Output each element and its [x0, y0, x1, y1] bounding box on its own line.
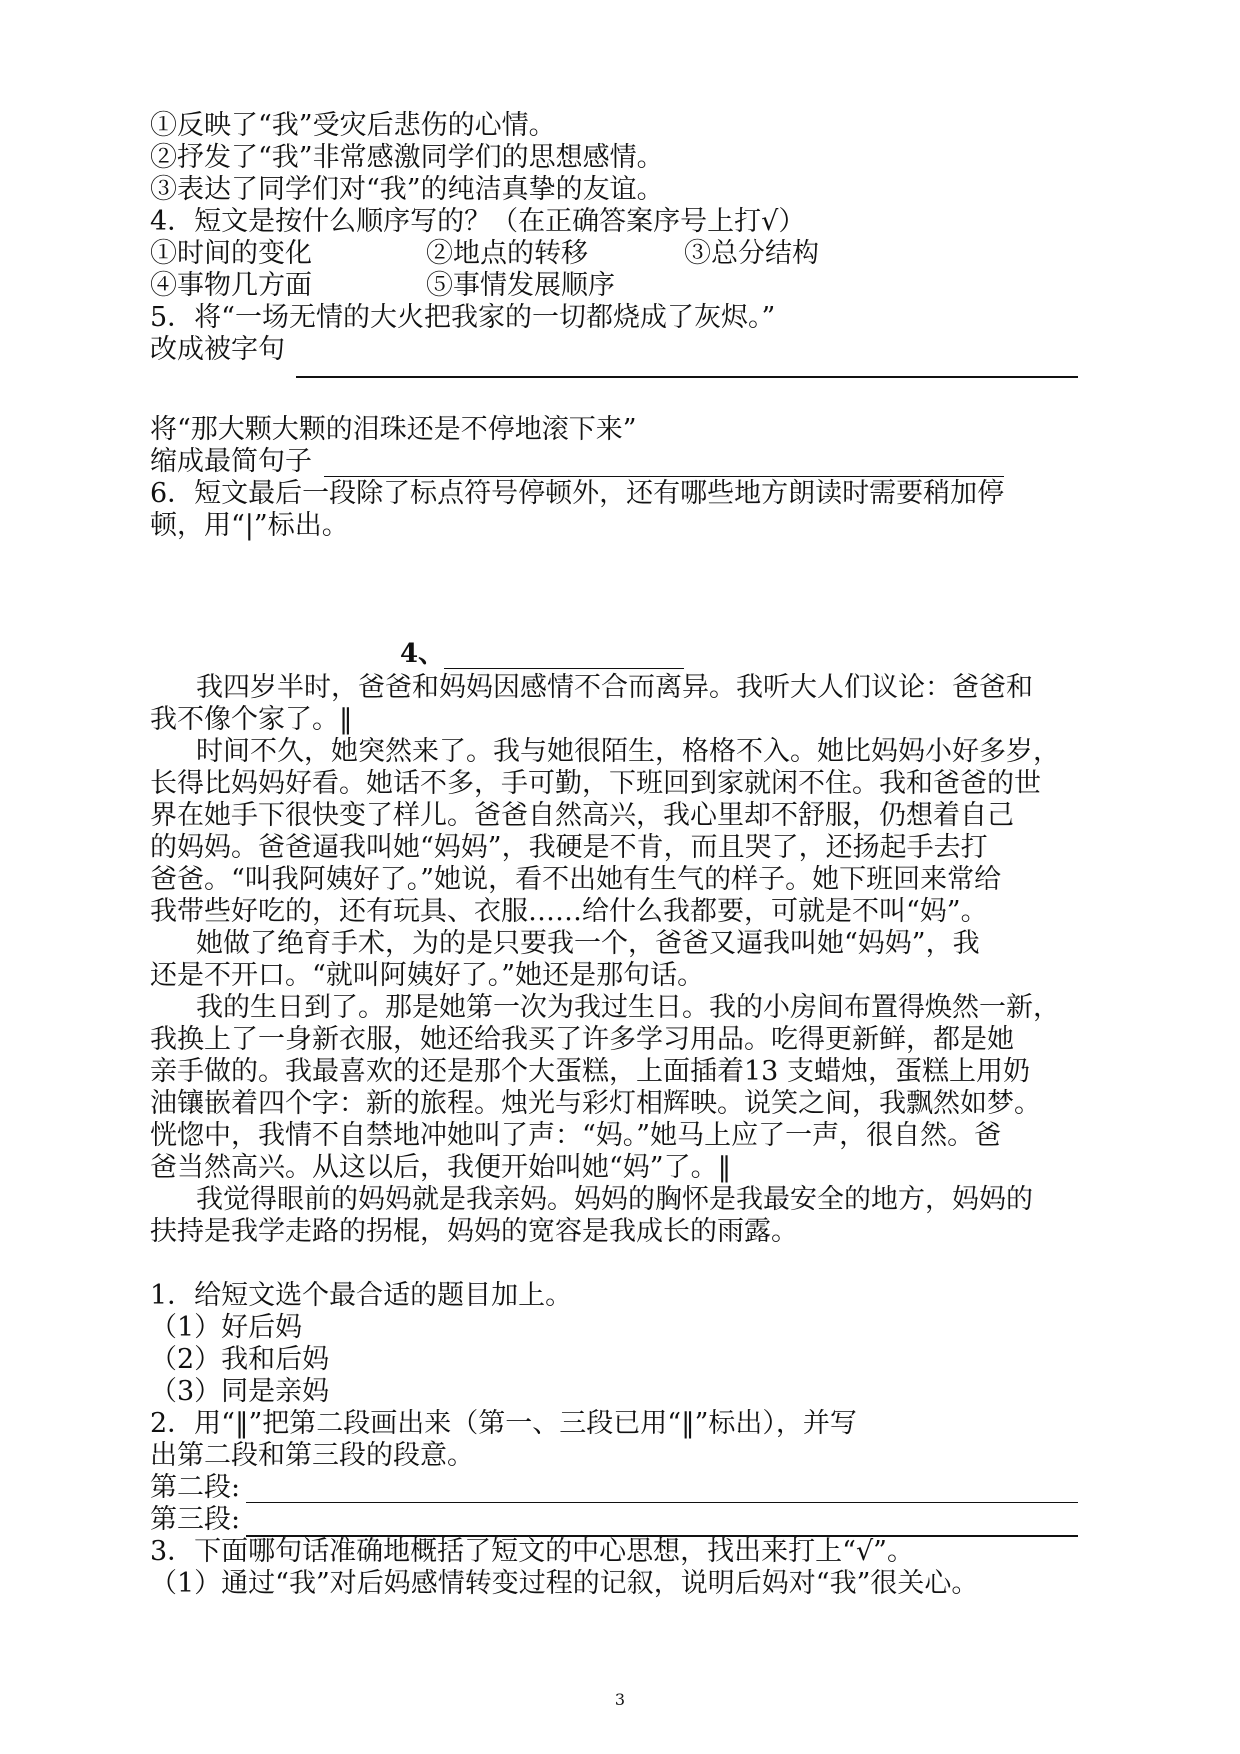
passage-line: 长得比妈妈好看。她话不多，手可勤，下班回到家就闲不住。我和爸爸的世 [150, 768, 1041, 799]
q4-choice-2: ②地点的转移 [426, 238, 588, 269]
q3-option-1: （1）通过“我”对后妈感情转变过程的记叙，说明后妈对“我”很关心。 [150, 1568, 979, 1599]
para2-answer-line[interactable] [246, 1502, 1078, 1503]
question-3: 3．下面哪句话准确地概括了短文的中心思想，找出来打上“√”。 [150, 1536, 914, 1567]
section-heading: 4、 [400, 639, 445, 669]
question-2-line2: 出第二段和第三段的段意。 [150, 1440, 474, 1471]
passage-line: 我觉得眼前的妈妈就是我亲妈。妈妈的胸怀是我最安全的地方，妈妈的 [196, 1184, 1033, 1215]
page-number: 3 [614, 1690, 626, 1709]
passage-line: 的妈妈。爸爸逼我叫她“妈妈”，我硬是不肯，而且哭了，还扬起手去打 [150, 832, 988, 863]
q1-option-2: （2）我和后妈 [150, 1344, 330, 1375]
question-6-line1: 6．短文最后一段除了标点符号停顿外，还有哪些地方朗读时需要稍加停 [150, 478, 1005, 509]
title-blank-line[interactable] [444, 668, 684, 669]
passage-line: 界在她手下很快变了样儿。爸爸自然高兴，我心里却不舒服，仍想着自己 [150, 800, 1014, 831]
choice-2: ②抒发了“我”非常感激同学们的思想感情。 [150, 142, 664, 173]
question-5: 5．将“一场无情的大火把我家的一切都烧成了灰烬。” [150, 302, 776, 333]
choice-1: ①反映了“我”受灾后悲伤的心情。 [150, 110, 556, 141]
q4-choice-4: ④事物几方面 [150, 270, 312, 301]
q5-passive-label: 改成被字句 [150, 334, 285, 365]
q1-option-1: （1）好后妈 [150, 1312, 303, 1343]
question-4: 4．短文是按什么顺序写的？（在正确答案序号上打√） [150, 206, 806, 237]
q1-option-3: （3）同是亲妈 [150, 1376, 330, 1407]
question-1: 1．给短文选个最合适的题目加上。 [150, 1280, 573, 1311]
question-6-line2: 顿，用“|”标出。 [150, 510, 349, 541]
q4-choice-5: ⑤事情发展顺序 [426, 270, 615, 301]
q5-shorten-answer-line[interactable] [324, 476, 1004, 477]
q5-shorten-label: 缩成最简句子 [150, 446, 312, 477]
q5-sentence-b: 将“那大颗大颗的泪珠还是不停地滚下来” [150, 414, 637, 445]
para2-label: 第二段: [150, 1472, 241, 1503]
passage-line: 恍惚中，我情不自禁地冲她叫了声：“妈。”她马上应了一声，很自然。爸 [150, 1120, 1002, 1151]
passage-line: 爸当然高兴。从这以后，我便开始叫她“妈”了。‖ [150, 1152, 732, 1183]
q5-passive-answer-line[interactable] [296, 376, 1078, 378]
passage-line: 我换上了一身新衣服，她还给我买了许多学习用品。吃得更新鲜，都是她 [150, 1024, 1014, 1055]
passage-line: 我不像个家了。‖ [150, 704, 353, 735]
passage-line: 扶持是我学走路的拐棍，妈妈的宽容是我成长的雨露。 [150, 1216, 798, 1247]
passage-line: 我带些好吃的，还有玩具、衣服……给什么我都要，可就是不叫“妈”。 [150, 896, 988, 927]
q4-choice-3: ③总分结构 [684, 238, 819, 269]
passage-line: 时间不久，她突然来了。我与她很陌生，格格不入。她比妈妈小好多岁， [196, 736, 1060, 767]
passage-line: 还是不开口。“就叫阿姨好了。”她还是那句话。 [150, 960, 705, 991]
passage-line: 亲手做的。我最喜欢的还是那个大蛋糕，上面插着13 支蜡烛，蛋糕上用奶 [150, 1056, 1030, 1087]
question-2-line1: 2．用“‖”把第二段画出来（第一、三段已用“‖”标出），并写 [150, 1408, 857, 1439]
passage-line: 我的生日到了。那是她第一次为我过生日。我的小房间布置得焕然一新， [196, 992, 1060, 1023]
passage-line: 油镶嵌着四个字：新的旅程。烛光与彩灯相辉映。说笑之间，我飘然如梦。 [150, 1088, 1041, 1119]
passage-line: 爸爸。“叫我阿姨好了。”她说，看不出她有生气的样子。她下班回来常给 [150, 864, 1002, 895]
para3-label: 第三段: [150, 1504, 241, 1535]
passage-line: 我四岁半时，爸爸和妈妈因感情不合而离异。我听大人们议论：爸爸和 [196, 672, 1033, 703]
choice-3: ③表达了同学们对“我”的纯洁真挚的友谊。 [150, 174, 664, 205]
q4-choice-1: ①时间的变化 [150, 238, 312, 269]
passage-line: 她做了绝育手术，为的是只要我一个，爸爸又逼我叫她“妈妈”，我 [196, 928, 980, 959]
